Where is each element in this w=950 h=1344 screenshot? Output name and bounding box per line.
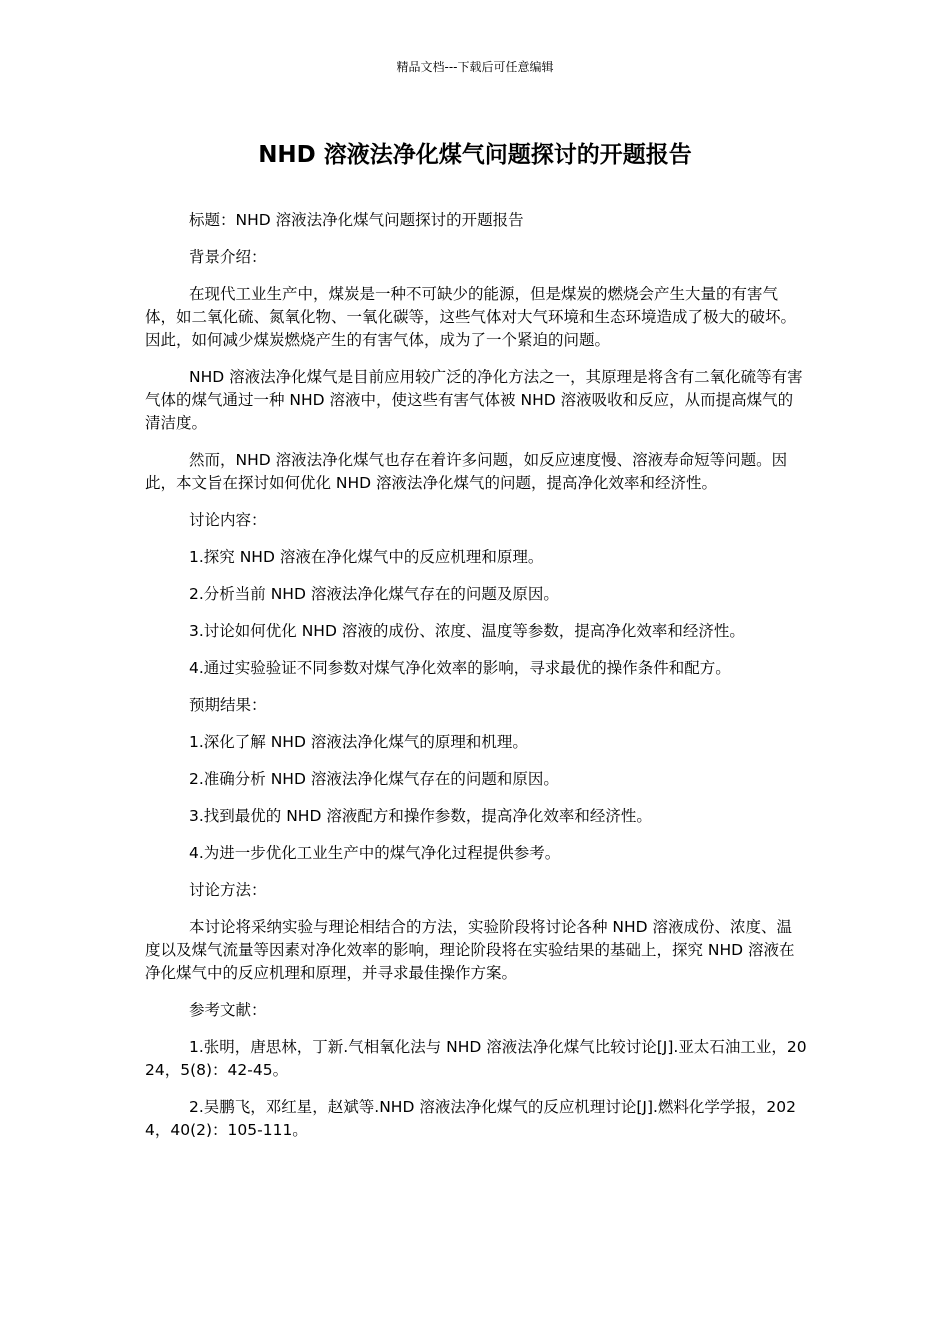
list-item-result-2: 2.准确分析 NHD 溶液法净化煤气存在的问题和原因。 [189,770,559,788]
list-item-result-1: 1.深化了解 NHD 溶液法净化煤气的原理和机理。 [189,733,528,751]
list-item-discussion-1: 1.探究 NHD 溶液在净化煤气中的反应机理和原理。 [189,548,544,566]
heading-references: 参考文献： [189,1001,267,1019]
list-item-result-4: 4.为进一步优化工业生产中的煤气净化过程提供参考。 [189,844,561,862]
document-title: NHD 溶液法净化煤气问题探讨的开题报告 [258,142,692,168]
paragraph-background-2: NHD 溶液法净化煤气是目前应用较广泛的净化方法之一，其原理是将含有二氧化硫等有害气体的煤气通过一种 NHD 溶液中，使这些有害气体被 NHD 溶液吸收和反应，从而提高煤气的清洁度。 [145,368,803,432]
heading-expected-results: 预期结果： [189,696,267,714]
list-item-discussion-4: 4.通过实验验证不同参数对煤气净化效率的影响，寻求最优的操作条件和配方。 [189,659,731,677]
heading-discussion: 讨论内容： [189,511,267,529]
page-header: 精品文档---下载后可任意编辑 [396,60,554,74]
list-item-result-3: 3.找到最优的 NHD 溶液配方和操作参数，提高净化效率和经济性。 [189,807,652,825]
paragraph-background-3: 然而，NHD 溶液法净化煤气也存在着许多问题，如反应速度慢、溶液寿命短等问题。因此，本文旨在探讨如何优化 NHD 溶液法净化煤气的问题，提高净化效率和经济性。 [145,451,788,492]
reference-item-2: 2.吴鹏飞，邓红星，赵斌等.NHD 溶液法净化煤气的反应机理讨论[J].燃料化学学报，2024，40(2)：105-111。 [145,1098,797,1139]
list-item-discussion-2: 2.分析当前 NHD 溶液法净化煤气存在的问题及原因。 [189,585,559,603]
reference-item-1: 1.张明，唐思林，丁新.气相氧化法与 NHD 溶液法净化煤气比较讨论[J].亚太石油工业，2024，5(8)：42-45。 [145,1038,807,1079]
paragraph-method: 本讨论将采纳实验与理论相结合的方法，实验阶段将讨论各种 NHD 溶液成份、浓度、温度以及煤气流量等因素对净化效率的影响，理论阶段将在实验结果的基础上，探究 NHD 溶液在净化煤气中的反应机理和原理，并寻求最佳操作方案。 [145,918,795,982]
paragraph-background-1: 在现代工业生产中，煤炭是一种不可缺少的能源，但是煤炭的燃烧会产生大量的有害气体，如二氧化硫、氮氧化物、一氧化碳等，这些气体对大气环境和生态环境造成了极大的破坏。因此，如何减少煤炭燃烧产生的有害气体，成为了一个紧迫的问题。 [145,285,797,349]
list-item-discussion-3: 3.讨论如何优化 NHD 溶液的成份、浓度、温度等参数，提高净化效率和经济性。 [189,622,745,640]
heading-background: 背景介绍： [189,248,267,266]
heading-method: 讨论方法： [189,881,267,899]
paragraph-subject: 标题：NHD 溶液法净化煤气问题探讨的开题报告 [189,211,524,229]
document-body [145,209,807,1156]
